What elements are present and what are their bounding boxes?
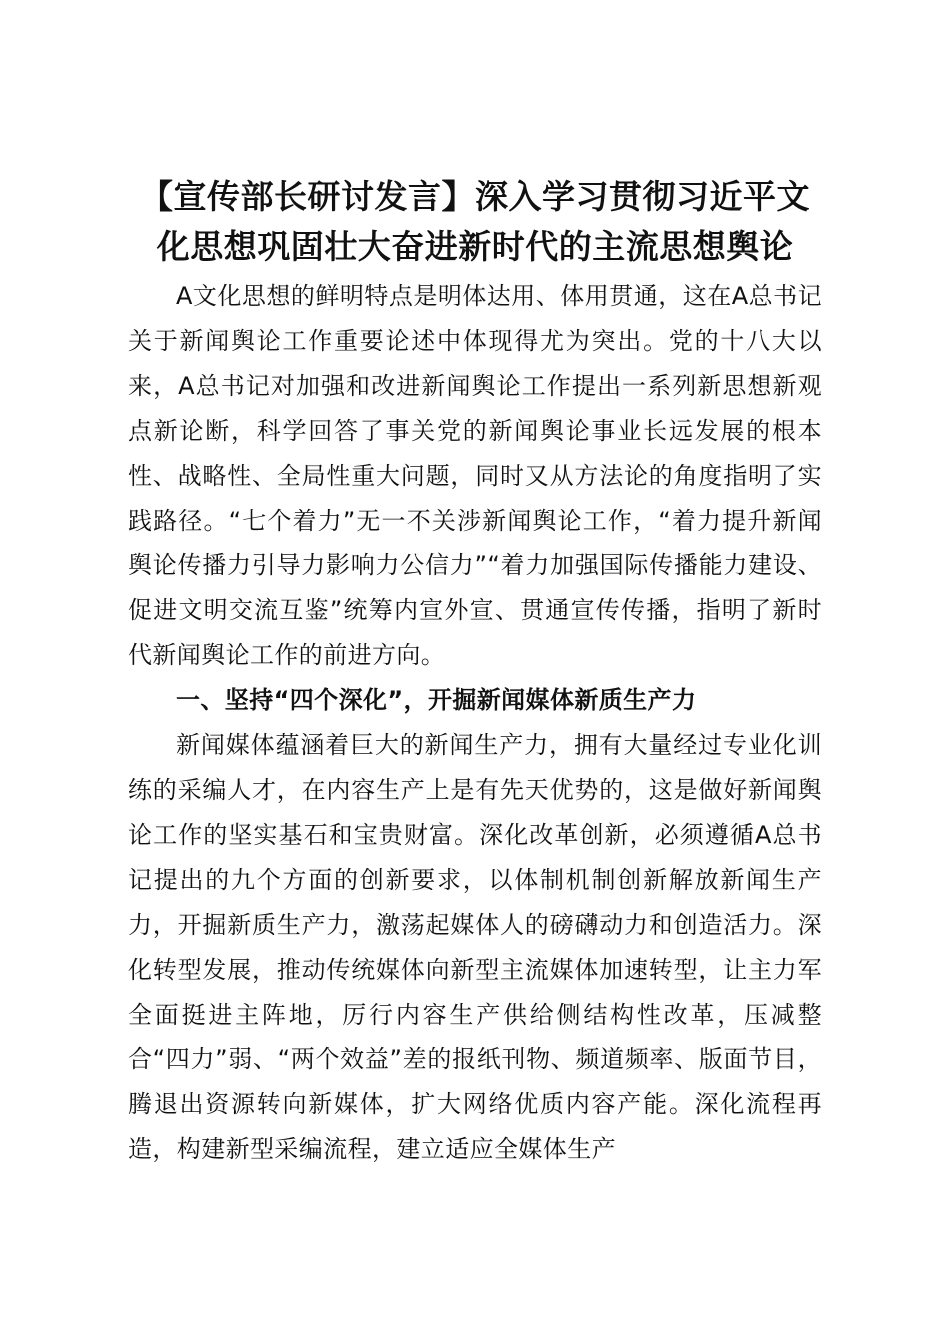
section-1-paragraph: 新闻媒体蕴涵着巨大的新闻生产力，拥有大量经过专业化训练的采编人才，在内容生产上是有先天优势的，这是做好新闻舆论工作的坚实基石和宝贵财富。深化改革创新，必须遵循A总书记提出的九个方面的创新要求，以体制机制创新解放新闻生产力，开掘新质生产力，激荡起媒体人的磅礴动力和创造活力。深化转型发展，推动传统媒体向新型主流媒体加速转型，让主力军全面挺进主阵地，厉行内容生产供给侧结构性改革，压减整合“四力”弱、“两个效益”差的报纸刊物、频道频率、版面节目，腾退出资源转向新媒体，扩大网络优质内容产能。深化流程再造，构建新型采编流程，建立适应全媒体生产 xyxy=(128,731,822,1164)
section-heading-1: 一、坚持“四个深化”，开掘新闻媒体新质生产力 xyxy=(176,686,697,715)
document-title-line-1: 【宣传部长研讨发言】深入学习贯彻习近平文 xyxy=(140,177,810,216)
document-title-line-2: 化思想巩固壮大奋进新时代的主流思想舆论 xyxy=(156,227,794,266)
intro-paragraph: A文化思想的鲜明特点是明体达用、体用贯通，这在A总书记关于新闻舆论工作重要论述中体现得尤为突出。党的十八大以来，A总书记对加强和改进新闻舆论工作提出一系列新思想新观点新论断，科学回答了事关党的新闻舆论事业长远发展的根本性、战略性、全局性重大问题，同时又从方法论的角度指明了实践路径。“七个着力”无一不关涉新闻舆论工作，“着力提升新闻舆论传播力引导力影响力公信力”“着力加强国际传播能力建设、促进文明交流互鉴”统筹内宣外宣、贯通宣传传播，指明了新时代新闻舆论工作的前进方向。 xyxy=(128,282,822,670)
document-body xyxy=(128,172,822,1172)
document-title xyxy=(128,172,822,272)
